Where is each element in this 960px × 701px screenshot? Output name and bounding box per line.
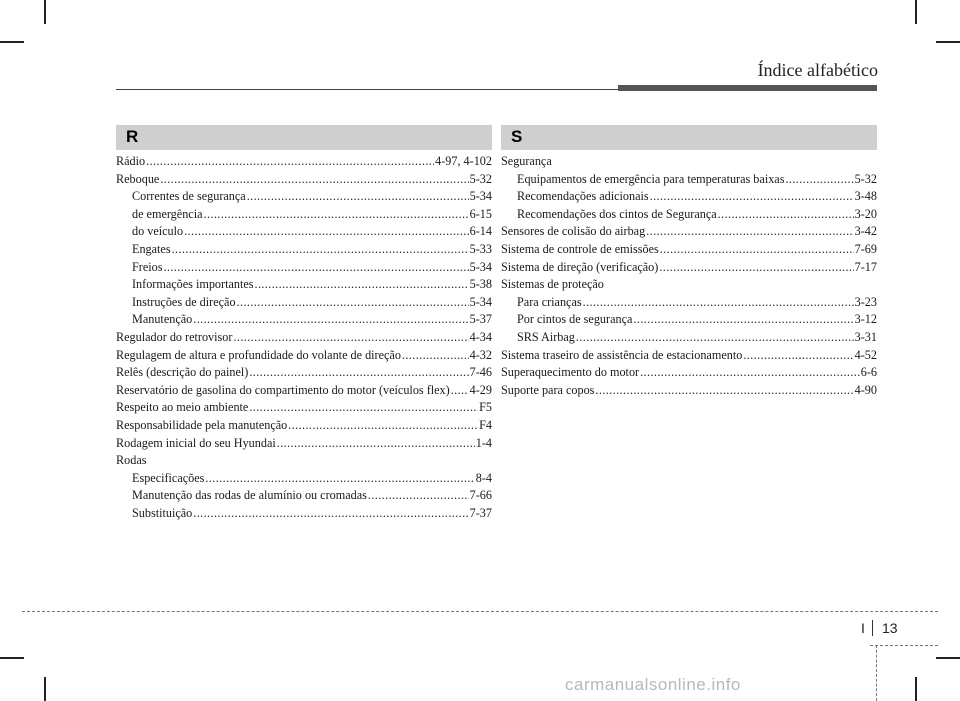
- index-entry: [116, 487, 492, 505]
- entry-page: 5-34: [469, 189, 492, 204]
- entry-text: Manutenção das rodas de alumínio ou cromadas: [132, 488, 367, 503]
- index-entry: [501, 311, 877, 329]
- header-rule: [116, 89, 618, 90]
- entry-page: 3-42: [854, 224, 877, 239]
- index-entry: [116, 470, 492, 488]
- leader-dots: [172, 241, 469, 259]
- index-entry: [501, 294, 877, 312]
- leader-dots: [249, 399, 478, 417]
- leader-dots: [640, 364, 860, 382]
- index-entry: [116, 311, 492, 329]
- entry-text: Freios: [132, 259, 163, 274]
- leader-dots: [576, 329, 854, 347]
- entry-text: Responsabilidade pela manutenção: [116, 417, 288, 432]
- index-entry: [501, 347, 877, 365]
- crop-mark: [915, 0, 917, 24]
- entry-page: 3-31: [854, 329, 877, 344]
- index-entry: [501, 364, 877, 382]
- index-entry: [501, 188, 877, 206]
- entry-page: 4-97, 4-102: [435, 154, 492, 168]
- entry-page: 7-46: [469, 365, 492, 380]
- entry-text: Por cintos de segurança: [517, 312, 633, 327]
- entry-text: Engates: [132, 241, 171, 256]
- leader-dots: [193, 505, 468, 523]
- entry-text: Sistema de controle de emissões: [501, 241, 659, 256]
- entry-page: 6-15: [469, 206, 492, 221]
- leader-dots: [402, 347, 469, 365]
- index-entry: [116, 188, 492, 206]
- entry-text: Reboque: [116, 171, 160, 186]
- leader-dots: [718, 206, 854, 224]
- section-header-s: [501, 125, 877, 150]
- leader-dots: [595, 382, 853, 400]
- entry-text: Suporte para copos: [501, 382, 595, 397]
- entry-page: 6-14: [469, 224, 492, 239]
- entry-text: Recomendações adicionais: [517, 189, 649, 204]
- trim-line: [876, 645, 877, 701]
- entry-text: Sensores de colisão do airbag: [501, 224, 646, 239]
- leader-dots: [451, 382, 469, 400]
- entry-text: Segurança: [501, 154, 552, 168]
- index-entry: [501, 206, 877, 224]
- entry-page: 4-34: [469, 329, 492, 344]
- crop-mark: [44, 0, 46, 24]
- index-entry: [116, 223, 492, 241]
- entry-text: Regulagem de altura e profundidade do volante de direção: [116, 347, 401, 362]
- entry-text: Regulador do retrovisor: [116, 329, 233, 344]
- entry-page: 5-34: [469, 294, 492, 309]
- entry-page: 7-69: [854, 241, 877, 256]
- page-title: Índice alfabético: [757, 60, 878, 80]
- entry-page: 7-66: [469, 488, 492, 503]
- entry-page: 5-32: [469, 171, 492, 186]
- index-entry: [116, 435, 492, 453]
- entry-text: Rodagem inicial do seu Hyundai: [116, 435, 276, 450]
- entry-text: de emergência: [132, 206, 203, 221]
- index-entry: [116, 241, 492, 259]
- crop-mark: [936, 657, 960, 659]
- crop-mark: [0, 41, 24, 43]
- leader-dots: [237, 294, 469, 312]
- entry-text: Instruções de direção: [132, 294, 236, 309]
- entry-text: Substituição: [132, 505, 193, 520]
- entry-page: 3-12: [854, 312, 877, 327]
- leader-dots: [277, 435, 475, 453]
- leader-dots: [249, 364, 468, 382]
- leader-dots: [660, 241, 854, 259]
- index-entry: [116, 171, 492, 189]
- index-entry: [116, 206, 492, 224]
- entry-text: Para crianças: [517, 294, 582, 309]
- entry-page: 8-4: [475, 470, 492, 485]
- entry-page: 3-48: [854, 189, 877, 204]
- entry-page: 5-38: [469, 277, 492, 292]
- entry-page: 5-32: [854, 171, 877, 186]
- entry-page: 4-90: [854, 382, 877, 397]
- page-number: 13: [882, 620, 898, 636]
- entry-page: 4-32: [469, 347, 492, 362]
- index-entry: [501, 241, 877, 259]
- entry-page: 5-33: [469, 241, 492, 256]
- entry-page: F5: [479, 400, 492, 415]
- leader-dots: [255, 276, 469, 294]
- leader-dots: [160, 171, 468, 189]
- index-entry: [116, 452, 492, 470]
- entry-page: 4-29: [469, 382, 492, 397]
- entry-page: 4-52: [854, 347, 877, 362]
- entry-text: Informações importantes: [132, 277, 254, 292]
- entry-text: Especificações: [132, 470, 205, 485]
- entry-page: 5-37: [469, 312, 492, 327]
- entry-text: Equipamentos de emergência para temperaturas baixas: [517, 171, 785, 186]
- index-entry: [116, 259, 492, 277]
- entry-text: Rádio: [116, 154, 146, 168]
- leader-dots: [650, 188, 854, 206]
- trim-line: [22, 611, 938, 612]
- leader-dots: [646, 223, 853, 241]
- index-entry: [116, 347, 492, 365]
- leader-dots: [247, 188, 469, 206]
- leader-dots: [204, 206, 469, 224]
- index-entry: [501, 171, 877, 189]
- page-separator: [872, 620, 873, 636]
- index-entry: [501, 259, 877, 277]
- entry-text: Sistema traseiro de assistência de estacionamento: [501, 347, 743, 362]
- leader-dots: [743, 347, 853, 365]
- leader-dots: [184, 223, 469, 241]
- index-entry: [116, 417, 492, 435]
- entry-page: 1-4: [475, 435, 492, 450]
- leader-dots: [233, 329, 468, 347]
- leader-dots: [205, 470, 474, 488]
- index-entry: [116, 399, 492, 417]
- index-entry: [116, 382, 492, 400]
- leader-dots: [583, 294, 854, 312]
- index-entry: [501, 329, 877, 347]
- entry-text: do veículo: [132, 224, 184, 239]
- crop-mark: [0, 657, 24, 659]
- index-entry: [116, 294, 492, 312]
- index-column-r: [116, 153, 492, 522]
- leader-dots: [633, 311, 853, 329]
- section-letter: S: [511, 127, 523, 146]
- entry-text: Rodas: [116, 453, 147, 468]
- header-rule-bold: [618, 85, 877, 91]
- entry-text: Reservatório de gasolina do compartimento do motor (veículos flex): [116, 382, 450, 397]
- index-entry: [501, 382, 877, 400]
- index-entry: [501, 276, 877, 294]
- entry-page: 3-23: [854, 294, 877, 309]
- leader-dots: [163, 259, 468, 277]
- leader-dots: [785, 171, 853, 189]
- page-section-marker: I: [861, 620, 865, 636]
- index-entry: [116, 505, 492, 523]
- index-entry: [501, 153, 877, 171]
- entry-text: Recomendações dos cintos de Segurança: [517, 206, 717, 221]
- watermark: carmanualsonline.info: [565, 675, 741, 694]
- entry-text: Correntes de segurança: [132, 189, 246, 204]
- leader-dots: [368, 487, 469, 505]
- entry-page: 3-20: [854, 206, 877, 221]
- entry-text: Superaquecimento do motor: [501, 365, 640, 380]
- index-entry: [116, 276, 492, 294]
- entry-page: 7-37: [469, 505, 492, 520]
- trim-line: [870, 645, 938, 646]
- entry-page: F4: [479, 417, 492, 432]
- index-entry: [116, 153, 492, 171]
- crop-mark: [915, 677, 917, 701]
- entry-text: SRS Airbag: [517, 329, 575, 344]
- section-letter: R: [126, 127, 139, 146]
- index-entry: [501, 223, 877, 241]
- index-column-s: [501, 153, 877, 399]
- section-header-r: [116, 125, 492, 150]
- leader-dots: [288, 417, 478, 435]
- entry-text: Relês (descrição do painel): [116, 365, 249, 380]
- entry-page: 7-17: [854, 259, 877, 274]
- crop-mark: [936, 41, 960, 43]
- leader-dots: [146, 153, 434, 171]
- entry-text: Sistema de direção (verificação): [501, 259, 659, 274]
- leader-dots: [193, 311, 468, 329]
- entry-page: 6-6: [860, 365, 877, 380]
- leader-dots: [659, 259, 853, 277]
- entry-text: Sistemas de proteção: [501, 277, 604, 292]
- crop-mark: [44, 677, 46, 701]
- index-entry: [116, 364, 492, 382]
- entry-text: Respeito ao meio ambiente: [116, 400, 249, 415]
- index-entry: [116, 329, 492, 347]
- entry-page: 5-34: [469, 259, 492, 274]
- entry-text: Manutenção: [132, 312, 193, 327]
